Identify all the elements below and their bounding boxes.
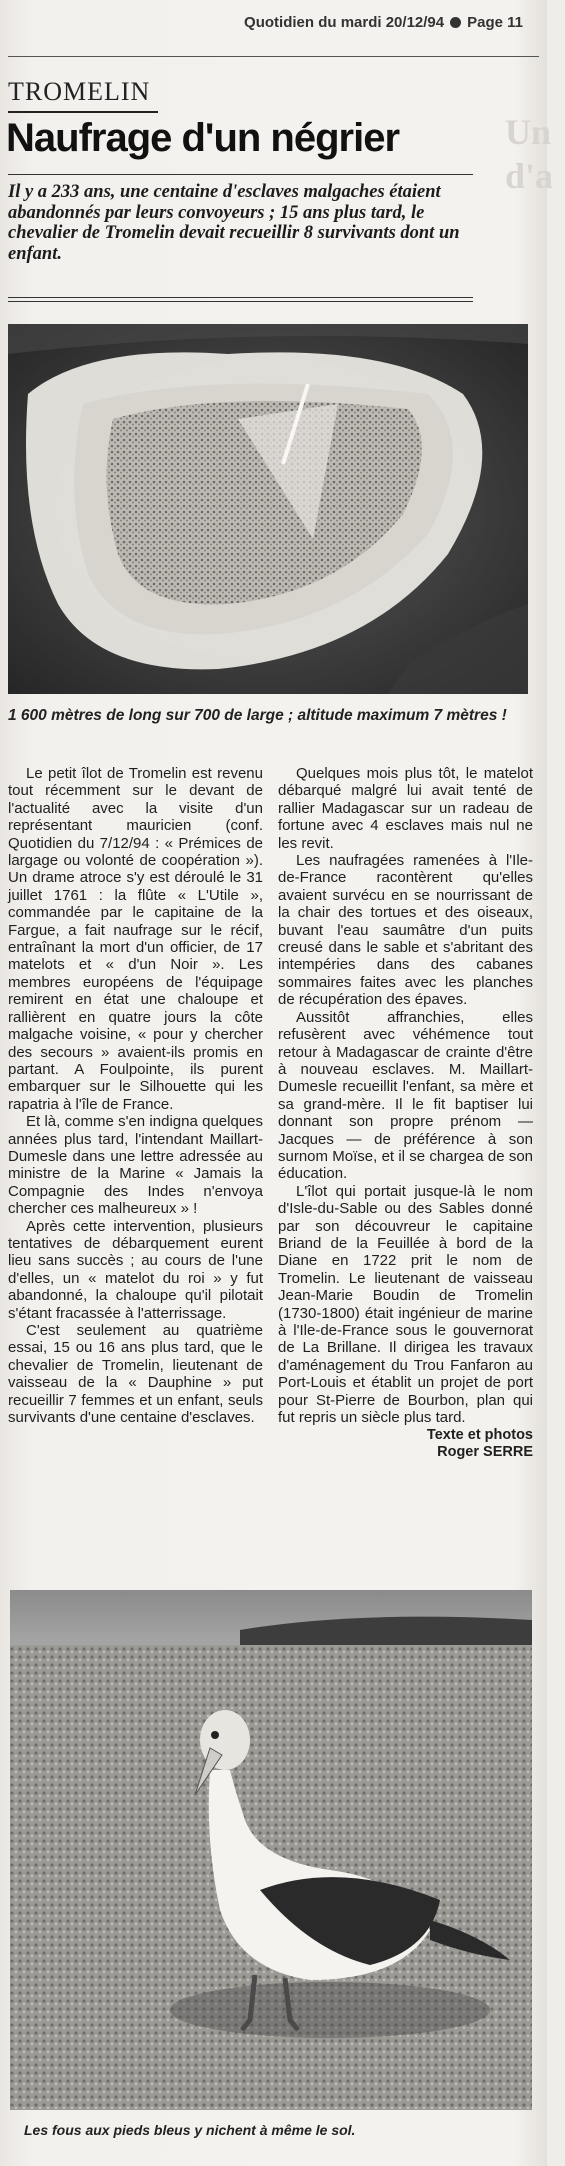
lead-rule-bottom	[8, 297, 473, 298]
paragraph: Les naufragées ramenées à l'Ile-de-France racontèrent qu'elles avaient survécu en se nourrissant de la chair des tortues et des oiseaux, buvant l'eau saumâtre d'un puits creusé dans le sable et s'abritant des intempéries dans des cabanes sommaires faites avec les planches de récupération des épaves.	[278, 852, 533, 1009]
gannet-image	[10, 1590, 532, 2110]
island-aerial-photo	[8, 324, 528, 694]
page-number: Page 11	[467, 14, 523, 31]
lead-rule-bottom-double	[8, 301, 473, 302]
paragraph: Le petit îlot de Tromelin est revenu tout récemment sur le devant de l'actualité avec la visite d'un représentant mauricien (conf. Quotidien du 7/12/94 : « Prémices de largage ou volonté de coopération »). Un drame atroce s'y est déroulé le 31 juillet 1761 : la flûte « L'Utile », commandée par le capitaine de la Fargue, a fait naufrage sur le récif, entraînant la mort d'un officier, de 17 matelots et « d'un Noir ». Les membres européens de l'équipage remirent en état une chaloupe et rallièrent en quatre jours la côte malgache voisine, « pour y chercher des secours » avaient-ils promis en partant. A Foulpointe, ils purent embarquer sur le Silhouette qui les rapatria à l'île de France.	[8, 765, 263, 1113]
header-rule	[8, 56, 539, 57]
photo1-caption: 1 600 mètres de long sur 700 de large ; altitude maximum 7 mètres !	[8, 707, 507, 724]
paragraph: Aussitôt affranchies, elles refusèrent avec véhémence tout retour à Madagascar de crainte d'être à nouveau esclaves. M. Maillart-Dumesle recueillit l'enfant, sa mère et sa grand-mère. Il le fit baptiser lui donnant son propre prénom — Jacques — de préférence à son surnom Moïse, et il se chargea de son éducation.	[278, 1008, 533, 1183]
section-rule	[8, 111, 158, 113]
photo-credit: Texte et photos Roger SERRE	[426, 1427, 533, 1461]
paragraph: Après cette intervention, plusieurs tentatives de débarquement eurent lieu sans succès ; au cours de l'une d'elles, un « matelot du roi » y fut abandonné, la chaloupe qu'il pilotait s'étant fracassée à l'atterrissage.	[8, 1217, 263, 1322]
gannet-photo	[10, 1590, 532, 2110]
article-lead: Il y a 233 ans, une centaine d'esclaves malgaches étaient abandonnés par leurs convoyeurs ; 15 ans plus tard, le chevalier de Tromelin devait recueillir 8 survivants dont un enfant.	[8, 182, 460, 264]
article-column-1	[8, 765, 263, 1426]
article-column-2	[278, 765, 533, 1461]
article-title: Naufrage d'un négrier	[6, 116, 400, 160]
paragraph: C'est seulement au quatrième essai, 15 ou 16 ans plus tard, que le chevalier de Tromelin, lieutenant de vaisseau de la « Dauphine » put recueillir 7 femmes et un enfant, seuls survivants d'une centaine d'esclaves.	[8, 1322, 263, 1427]
section-label: TROMELIN	[8, 77, 151, 106]
bullet-icon	[450, 17, 461, 28]
photo2-caption: Les fous aux pieds bleus y nichent à même le sol.	[24, 2122, 356, 2138]
publication-date: Quotidien du mardi 20/12/94	[244, 14, 445, 31]
lead-rule-top	[8, 174, 473, 175]
paragraph: Et là, comme s'en indigna quelques années plus tard, l'intendant Maillart-Dumesle dans une lettre adressée au ministre de la Marine « Jamais la Compagnie des Indes n'envoya chercher ces malheureux » !	[8, 1113, 263, 1218]
island-aerial-image	[8, 324, 528, 694]
paragraph: Quelques mois plus tôt, le matelot débarqué malgré lui avait tenté de rallier Madagascar sur un radeau de fortune avec 4 esclaves mais nul ne les revit.	[278, 765, 533, 852]
page-header	[244, 14, 523, 31]
paragraph: L'îlot qui portait jusque-là le nom d'Isle-du-Sable ou des Sables donné par son découvreur le capitaine Briand de la Feuillée à bord de la Diane en 1722 prit le nom de Tromelin. Le lieutenant de vaisseau Jean-Marie Boudin de Tromelin (1730-1800) était ingénieur de marine à l'Ile-de-France sous le gouvernorat de La Brillane. Il dirigea les travaux d'aménagement du Trou Fanfaron au Port-Louis et établit un projet de port pour St-Pierre de Bourbon, plan qui fut repris un siècle plus tard.	[278, 1182, 533, 1427]
adjacent-article-fragment: Un d'a	[505, 112, 554, 196]
